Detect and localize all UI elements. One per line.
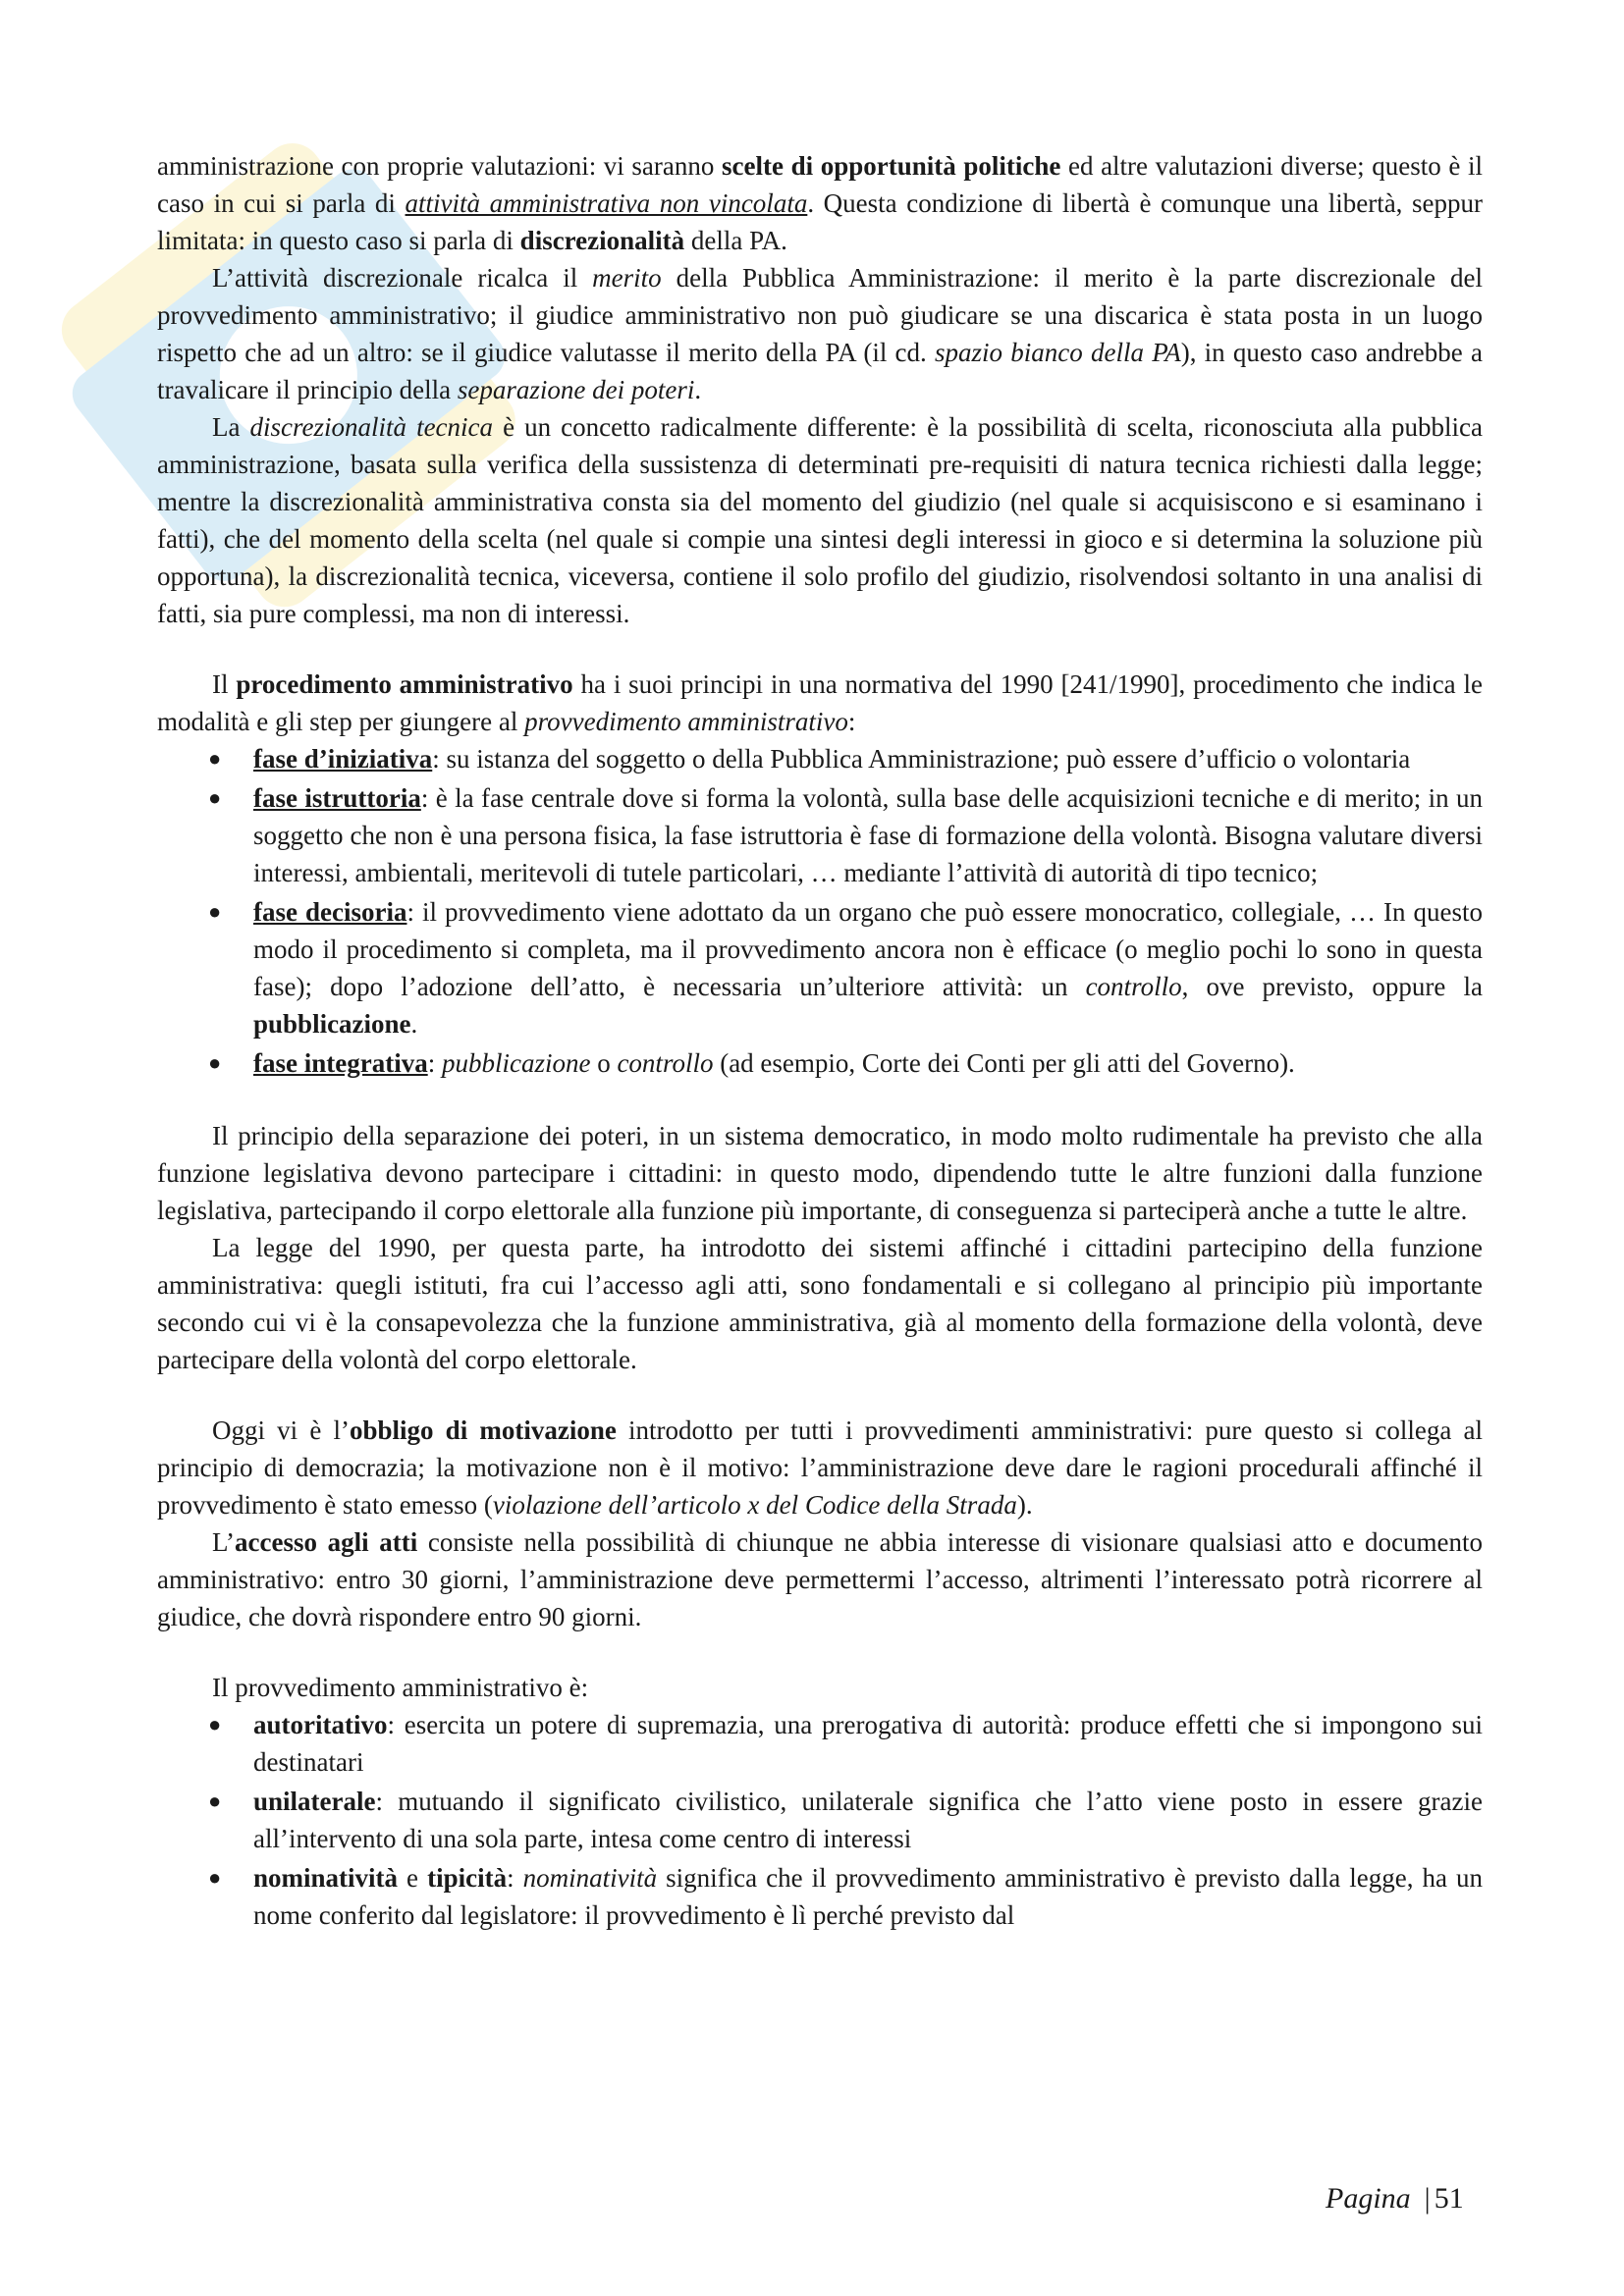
- document-body: [157, 147, 1483, 1936]
- paragraph: L’attività discrezionale ricalca il merito della Pubblica Amministrazione: il merito è la parte discrezionale del provvedimento amministrativo; il giudice amministrativo non può giudicare se una discarica è stata posta in un luogo rispetto che ad un altro: se il giudice valutasse il merito della PA (il cd. spazio bianco della PA), in questo caso andrebbe a travalicare il principio della separazione dei poteri.: [157, 263, 1483, 404]
- list-item: ● nominatività e tipicità: nominatività significa che il provvedimento amministrativo è previsto dalla legge, ha un nome conferito dal legislatore: il provvedimento è lì perché previsto dal: [157, 1859, 1483, 1934]
- paragraph: Il provvedimento amministrativo è:: [212, 1673, 589, 1702]
- bullet-icon: ●: [208, 899, 222, 924]
- paragraph: Il procedimento amministrativo ha i suoi principi in una normativa del 1990 [241/1990], procedimento che indica le modalità e gli step per giungere al provvedimento amministrativo:: [157, 669, 1483, 736]
- features-list: [157, 1706, 1483, 1934]
- page-number: 51: [1434, 2182, 1464, 2215]
- bullet-icon: ●: [208, 1712, 222, 1736]
- paragraph: Oggi vi è l’obbligo di motivazione introdotto per tutti i provvedimenti amministrativi: pure questo si collega al principio di democrazia; la motivazione non è il motivo: l’amministrazione deve dare le ragioni procedurali affinché il provvedimento è stato emesso (violazione dell’articolo x del Codice della Strada).: [157, 1415, 1483, 1520]
- paragraph: amministrazione con proprie valutazioni: vi saranno scelte di opportunità politiche ed altre valutazioni diverse; questo è il caso in cui si parla di attività amministrativa non vincolata. Questa condizione di libertà è comunque una libertà, seppur limitata: in questo caso si parla di discrezionalità della PA.: [157, 151, 1484, 255]
- list-item: ● unilaterale: mutuando il significato civilistico, unilaterale significa che l’atto viene posto in essere grazie all’intervento di una sola parte, intesa come centro di interessi: [157, 1783, 1483, 1857]
- list-item: ● fase integrativa: pubblicazione o controllo (ad esempio, Corte dei Conti per gli atti del Governo).: [157, 1044, 1483, 1082]
- paragraph: L’accesso agli atti consiste nella possibilità di chiunque ne abbia interesse di visionare qualsiasi atto e documento amministrativo: entro 30 giorni, l’amministrazione deve permettermi l’accesso, altrimenti l’interessato potrà ricorrere al giudice, che dovrà rispondere entro 90 giorni.: [157, 1527, 1484, 1631]
- list-item: ● fase d’iniziativa: su istanza del soggetto o della Pubblica Amministrazione; può essere d’ufficio o volontaria: [157, 740, 1483, 777]
- bullet-icon: ●: [208, 1050, 222, 1075]
- bullet-icon: ●: [208, 746, 222, 771]
- bullet-icon: ●: [208, 1865, 222, 1890]
- bullet-icon: ●: [208, 1789, 222, 1813]
- bullet-icon: ●: [208, 785, 222, 810]
- page-footer: [1326, 2181, 1464, 2216]
- paragraph: La legge del 1990, per questa parte, ha introdotto dei sistemi affinché i cittadini partecipino della funzione amministrativa: quegli istituti, fra cui l’accesso agli atti, sono fondamentali e si collegano al principio più importante secondo cui vi è la consapevolezza che la funzione amministrativa, già al momento della formazione della volontà, deve partecipare della volontà del corpo elettorale.: [157, 1233, 1483, 1374]
- paragraph: La discrezionalità tecnica è un concetto radicalmente differente: è la possibilità di scelta, riconosciuta alla pubblica amministrazione, basata sulla verifica della sussistenza di determinati pre-requisiti di natura tecnica richiesti dalla legge; mentre la discrezionalità amministrativa consta sia del momento del giudizio (nel quale si acquisiscono e si esaminano i fatti), che del momento della scelta (nel quale si compie una sintesi degli interessi in gioco e si determina la soluzione più opportuna), la discrezionalità tecnica, viceversa, contiene il solo profilo del giudizio, risolvendosi soltanto in una analisi di fatti, sia pure complessi, ma non di interessi.: [157, 412, 1483, 628]
- phases-list: [157, 740, 1483, 1082]
- list-item: ● autoritativo: esercita un potere di supremazia, una prerogativa di autorità: produce effetti che si impongono sui destinatari: [157, 1706, 1483, 1781]
- page-label: Pagina: [1326, 2182, 1411, 2215]
- list-item: ● fase istruttoria: è la fase centrale dove si forma la volontà, sulla base delle acquisizioni tecniche e di merito; in un soggetto che non è una persona fisica, la fase istruttoria è fase di formazione della volontà. Bisogna valutare diversi interessi, ambientali, meritevoli di tutele particolari, … mediante l’attività di autorità di tipo tecnico;: [157, 779, 1483, 891]
- list-item: ● fase decisoria: il provvedimento viene adottato da un organo che può essere monocratico, collegiale, … In questo modo il procedimento si completa, ma il provvedimento ancora non è efficace (o meglio pochi lo sono in questa fase); dopo l’adozione dell’atto, è necessaria un’ulteriore attività: un controllo, ove previsto, oppure la pubblicazione.: [157, 893, 1483, 1042]
- paragraph: Il principio della separazione dei poteri, in un sistema democratico, in modo molto rudimentale ha previsto che alla funzione legislativa devono partecipare i cittadini: in questo modo, dipendendo tutte le altre funzioni dalla funzione legislativa, partecipando il corpo elettorale alla funzione più importante, di conseguenza si parteciperà anche a tutte le altre.: [157, 1121, 1483, 1225]
- page-separator: |: [1424, 2182, 1431, 2215]
